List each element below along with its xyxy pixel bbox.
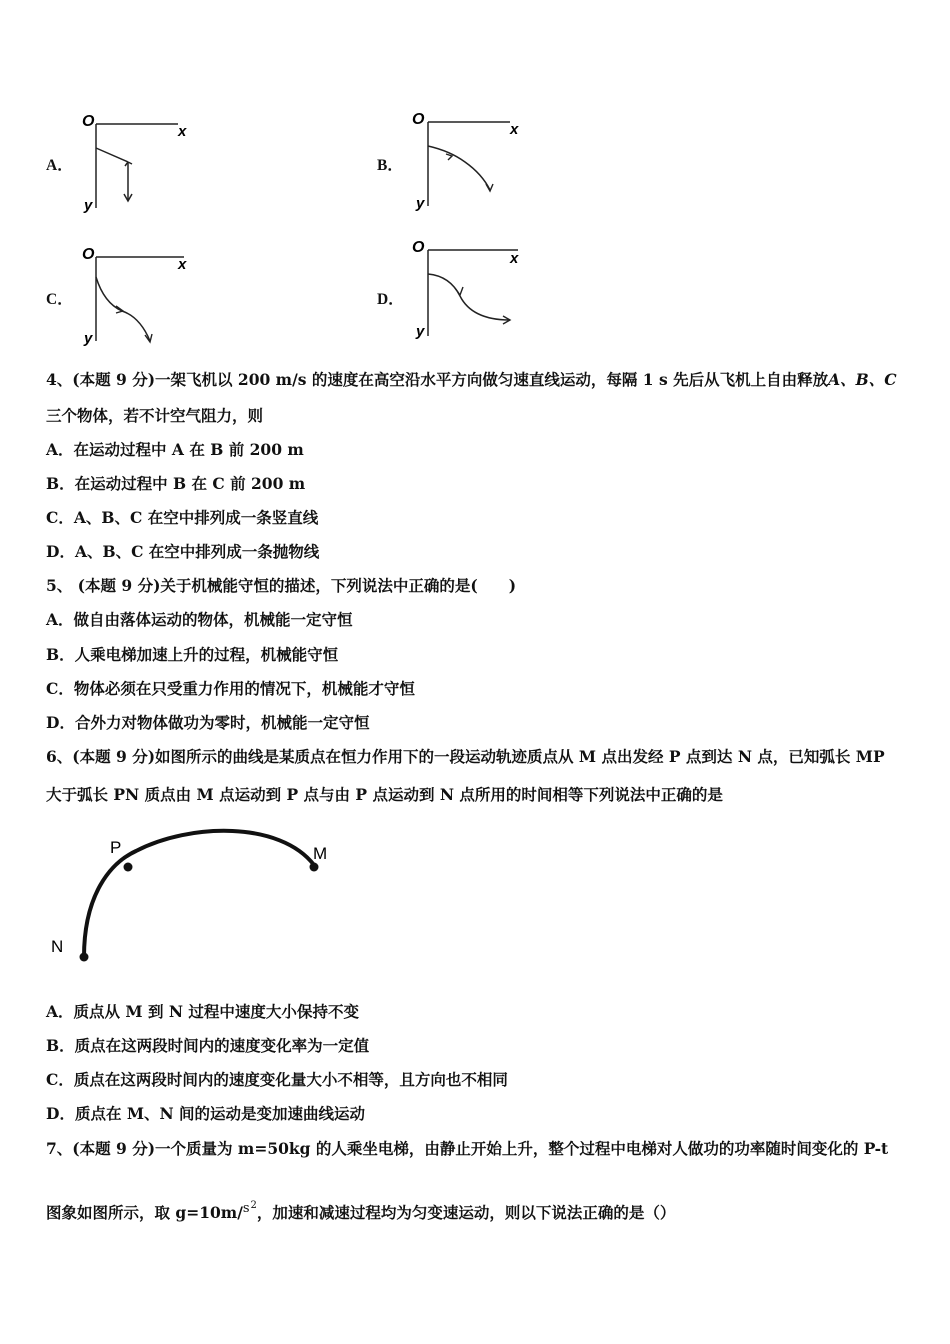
point-m bbox=[310, 863, 319, 872]
axis-origin-label: O bbox=[82, 246, 95, 263]
q3-figure-b bbox=[410, 106, 530, 214]
q4-stem-line-1: 4、(本题 9 分)一架飞机以 200 m/s 的速度在高空沿水平方向做匀速直线运动，每隔 1 s 先后从飞机上自由释放A、B、C bbox=[46, 370, 897, 389]
label-m: M bbox=[313, 844, 328, 863]
q6-stem-line-1: 6、(本题 9 分)如图所示的曲线是某质点在恒力作用下的一段运动轨迹质点从 M 点出发经 P 点到达 N 点，已知弧长 MP bbox=[46, 747, 885, 766]
axis-origin-label: O bbox=[412, 111, 425, 128]
q3-figure-a bbox=[78, 108, 198, 216]
q3-figure-d bbox=[410, 236, 530, 344]
axis-x-label: x bbox=[178, 123, 187, 140]
q5-option-a: A．做自由落体运动的物体，机械能一定守恒 bbox=[46, 610, 353, 629]
axis-x-label: x bbox=[510, 250, 519, 267]
q3-option-b-label: B． bbox=[377, 157, 403, 174]
label-p: P bbox=[110, 838, 122, 857]
q5-option-c: C．物体必须在只受重力作用的情况下，机械能才守恒 bbox=[46, 679, 415, 698]
q4-option-b: B．在运动过程中 B 在 C 前 200 m bbox=[46, 474, 306, 493]
q6-stem-line-2: 大于弧长 PN 质点由 M 点运动到 P 点与由 P 点运动到 N 点所用的时间相等下列说法中正确的是 bbox=[46, 785, 723, 804]
point-n bbox=[80, 953, 89, 962]
axis-x-label: x bbox=[510, 121, 519, 138]
q4-option-c: C．A、B、C 在空中排列成一条竖直线 bbox=[46, 508, 319, 527]
axis-origin-label: O bbox=[82, 113, 95, 130]
q4-stem-line-2: 三个物体，若不计空气阻力，则 bbox=[46, 406, 264, 425]
q5-stem: 5、 (本题 9 分)关于机械能守恒的描述，下列说法中正确的是( ) bbox=[46, 576, 517, 595]
q6-option-b: B．质点在这两段时间内的速度变化率为一定值 bbox=[46, 1036, 370, 1055]
q6-option-c: C．质点在这两段时间内的速度变化量大小不相等，且方向也不相同 bbox=[46, 1070, 508, 1089]
q7-stem-line-2: 图象如图所示，取 g=10m/$^{s2}$，加速和减速过程均为匀变速运动，则以下说法正确的是（） bbox=[46, 1200, 676, 1223]
q7-stem-line-1: 7、(本题 9 分)一个质量为 m=50kg 的人乘坐电梯，由静止开始上升，整个过程中电梯对人做功的功率随时间变化的 P-t bbox=[46, 1139, 889, 1158]
q4-option-d: D．A、B、C 在空中排列成一条抛物线 bbox=[46, 542, 320, 561]
q6-trajectory-figure bbox=[40, 815, 340, 975]
q6-option-d: D．质点在 M、N 间的运动是变加速曲线运动 bbox=[46, 1104, 366, 1123]
q4-option-a: A．在运动过程中 A 在 B 前 200 m bbox=[46, 440, 304, 459]
axis-x-label: x bbox=[178, 256, 187, 273]
axis-origin-label: O bbox=[412, 239, 425, 256]
axis-y-label: y bbox=[84, 197, 93, 214]
q3-figure-c bbox=[78, 241, 198, 349]
q5-option-d: D．合外力对物体做功为零时，机械能一定守恒 bbox=[46, 713, 370, 732]
label-n: N bbox=[51, 937, 64, 956]
point-p bbox=[124, 863, 133, 872]
axis-y-label: y bbox=[84, 330, 93, 347]
q6-option-a: A．质点从 M 到 N 过程中速度大小保持不变 bbox=[46, 1002, 359, 1021]
q5-option-b: B．人乘电梯加速上升的过程，机械能守恒 bbox=[46, 645, 339, 664]
axis-y-label: y bbox=[416, 195, 425, 212]
q3-option-d-label: D． bbox=[377, 291, 404, 308]
q3-option-a-label: A． bbox=[46, 157, 73, 174]
q3-option-c-label: C． bbox=[46, 291, 73, 308]
axis-y-label: y bbox=[416, 323, 425, 340]
